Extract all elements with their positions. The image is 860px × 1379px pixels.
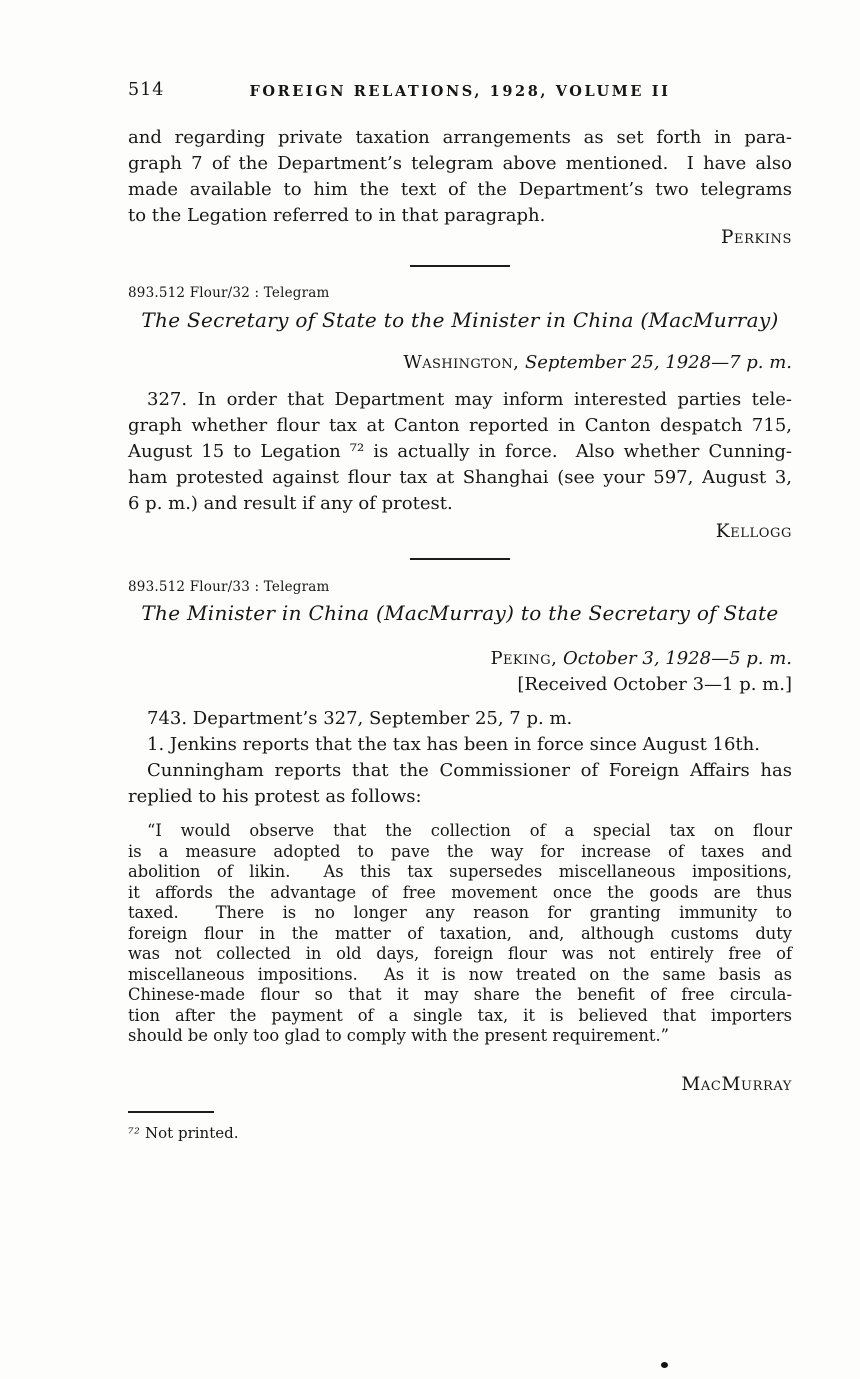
section-divider (410, 558, 510, 560)
telegram-body: 327. In order that Department may inform interested parties tele- graph whether flour tax at Canton reported in Canton despatch 715, August 15 to Legation ⁷² is actually in force. Also whether Cunning- ham protested against flour tax at Shanghai (see your 597, August 3, 6 p. m.) and result if any of protest. (128, 389, 792, 514)
document-heading: The Minister in China (MacMurray) to the Secretary of State (141, 601, 779, 625)
received-note: [Received October 3—1 p. m.] (517, 674, 792, 695)
footnote (128, 1124, 792, 1142)
section-divider (410, 265, 510, 267)
file-citation: 893.512 Flour/32 : Telegram (128, 285, 330, 301)
intro-paragraph: and regarding private taxation arrangements as set forth in para- graph 7 of the Department’s telegram above mentioned. I have also made available to him the text of the Department’s two telegrams to the Legation referred to in that paragraph. (128, 127, 792, 226)
dateline-date: September 25, 1928—7 p. m. (524, 352, 792, 373)
paragraph-cunningham: Cunningham reports that the Commissioner of Foreign Affairs has replied to his protest as follows: (128, 760, 792, 807)
ink-dot-artifact (661, 1362, 668, 1368)
dateline-place: Peking, (490, 648, 558, 669)
footnote-marker: ⁷² (128, 1126, 141, 1142)
dateline (128, 352, 792, 373)
dateline (128, 648, 792, 669)
file-citation: 893.512 Flour/33 : Telegram (128, 579, 330, 595)
dateline-place: Washington, (403, 352, 520, 373)
page-number: 514 (128, 80, 165, 100)
document-heading: The Secretary of State to the Minister in China (MacMurray) (141, 308, 779, 332)
footnote-rule (128, 1111, 214, 1113)
signature-macmurray: MacMurray (681, 1074, 792, 1095)
page-header (128, 80, 792, 104)
footnote-text: Not printed. (145, 1124, 239, 1142)
paragraph-reference: 743. Department’s 327, September 25, 7 p. m. (147, 708, 573, 729)
signature-kellogg: Kellogg (715, 521, 792, 542)
signature-perkins: Perkins (720, 227, 792, 248)
quoted-reply: “I would observe that the collection of a special tax on flour is a measure adopted to pave the way for increase of taxes and abolition of likin. As this tax supersedes miscellaneous impositions, it affords the advantage of free movement once the goods are thus taxed. There is no longer any reason for granting immunity to foreign flour in the matter of taxation, and, although customs duty was not collected in old days, foreign flour was not entirely free of miscellaneous impositions. As it is now treated on the same basis as Chinese-made flour so that it may share the benefit of free circula- tion after the payment of a single tax, it is believed that importers should be only too glad to comply with the present requirement.” (128, 821, 792, 1045)
paragraph-jenkins: 1. Jenkins reports that the tax has been in force since August 16th. (147, 734, 760, 755)
running-header: FOREIGN RELATIONS, 1928, VOLUME II (249, 82, 671, 100)
dateline-date: October 3, 1928—5 p. m. (562, 648, 792, 669)
